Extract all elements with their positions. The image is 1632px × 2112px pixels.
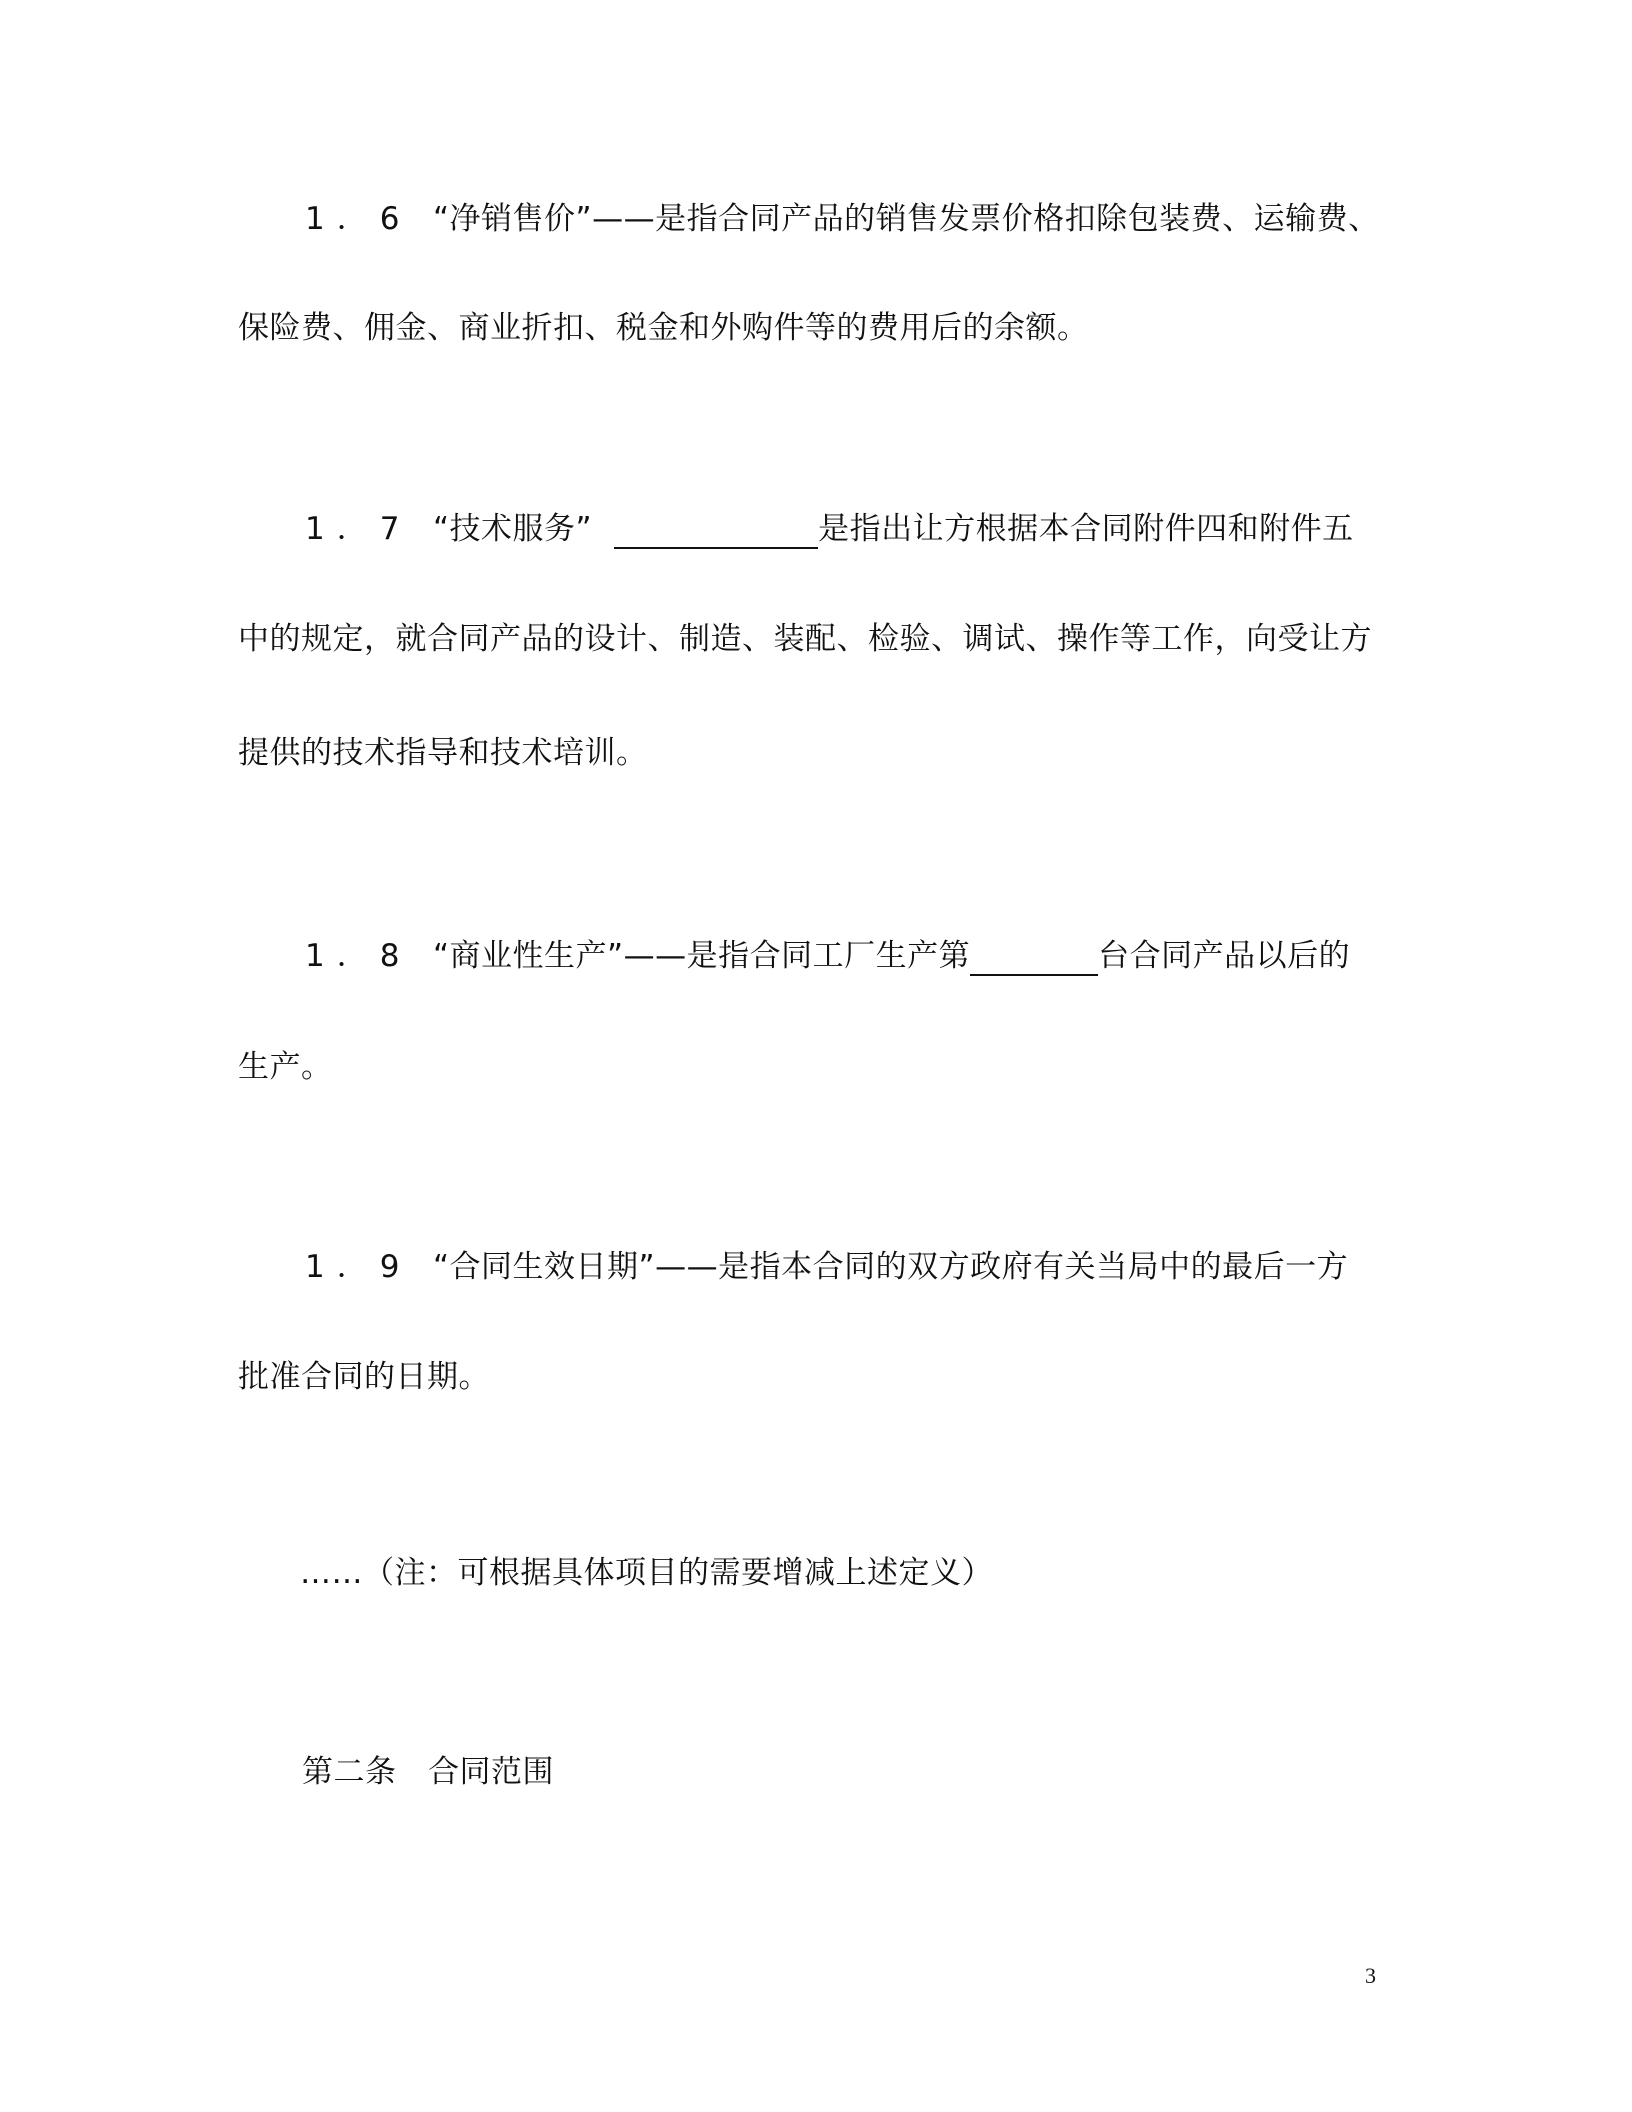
clause-term: “净销售价” xyxy=(433,201,593,237)
clause-text: 是指出让方根据本合同附件四和附件五 xyxy=(818,511,1354,547)
clause-1-7-line-3: 提供的技术指导和技术培训。 xyxy=(238,735,648,771)
clause-text: ——是指合同产品的销售发票价格扣除包装费、运输费、 xyxy=(592,201,1380,237)
definitions-note: ……（注：可根据具体项目的需要增减上述定义） xyxy=(300,1555,993,1591)
clause-number: 1．7 xyxy=(305,511,412,547)
clause-1-7-line-1 xyxy=(305,509,1354,549)
clause-1-6-line-1 xyxy=(305,199,1380,239)
clause-1-9-line-1 xyxy=(305,1247,1348,1287)
fill-in-blank[interactable] xyxy=(614,513,818,549)
clause-text-after-blank: 台合同产品以后的 xyxy=(1098,938,1351,974)
clause-number: 1．6 xyxy=(305,201,412,237)
clause-1-6-line-2: 保险费、佣金、商业折扣、税金和外购件等的费用后的余额。 xyxy=(238,310,1089,346)
clause-1-9-line-2: 批准合同的日期。 xyxy=(238,1359,490,1395)
clause-text: ——是指本合同的双方政府有关当局中的最后一方 xyxy=(655,1249,1349,1285)
clause-1-8-line-1 xyxy=(305,936,1350,976)
clause-number: 1．8 xyxy=(305,938,412,974)
clause-term: “技术服务” xyxy=(433,511,593,547)
clause-number: 1．9 xyxy=(305,1249,412,1285)
page-number: 3 xyxy=(1365,1963,1376,1988)
clause-1-8-line-2: 生产。 xyxy=(238,1049,333,1085)
clause-term: “合同生效日期” xyxy=(433,1249,656,1285)
clause-1-7-line-2: 中的规定，就合同产品的设计、制造、装配、检验、调试、操作等工作，向受让方 xyxy=(238,621,1372,657)
clause-text-before-blank: ——是指合同工厂生产第 xyxy=(623,938,971,974)
article-heading: 第二条 合同范围 xyxy=(302,1754,554,1790)
clause-term: “商业性生产” xyxy=(433,938,624,974)
fill-in-blank[interactable] xyxy=(970,940,1098,976)
